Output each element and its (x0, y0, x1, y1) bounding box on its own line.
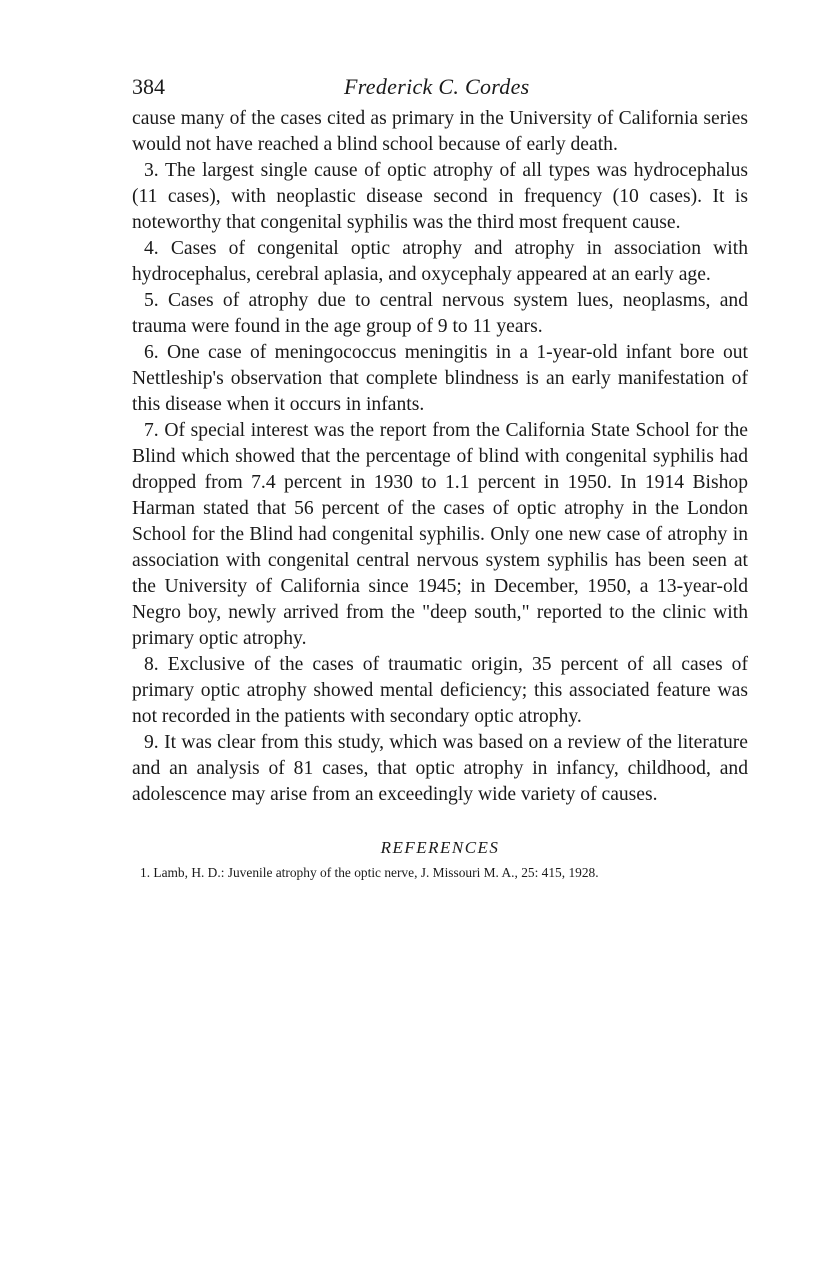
conclusion-item-4: 4. Cases of congenital optic atrophy and atrophy in association with hydrocephalus, cerebral aplasia, and oxycephaly appeared at an early age. (132, 238, 748, 285)
references-heading: REFERENCES (380, 838, 500, 857)
running-head (132, 68, 748, 106)
reference-entry: 1. Lamb, H. D.: Juvenile atrophy of the optic nerve, J. Missouri M. A., 25: 415, 1928. (140, 865, 599, 880)
reference-list (132, 864, 748, 882)
conclusion-item-7: 7. Of special interest was the report from the California State School for the Blind which showed that the percentage of blind with congenital syphilis had dropped from 7.4 percent in 1930 to 1.1 percent in 1950. In 1914 Bishop Harman stated that 56 percent of the cases of optic atrophy in the London School for the Blind had congenital syphilis. Only one new case of atrophy in association with congenital central nervous system syphilis has been seen at the University of California since 1945; in December, 1950, a 13-year-old Negro boy, newly arrived from the "deep south," reported to the clinic with primary optic atrophy. (132, 420, 748, 649)
conclusion-item-9: 9. It was clear from this study, which was based on a review of the literature and an analysis of 81 cases, that optic atrophy in infancy, childhood, and adolescence may arise from an exceedingly wide variety of causes. (132, 732, 748, 805)
conclusion-item-6: 6. One case of meningococcus meningitis in a 1-year-old infant bore out Nettleship's observation that complete blindness is an early manifestation of this disease when it occurs in infants. (132, 342, 748, 415)
conclusion-item-5: 5. Cases of atrophy due to central nervous system lues, neoplasms, and trauma were found in the age group of 9 to 11 years. (132, 290, 748, 337)
conclusion-item-3: 3. The largest single cause of optic atrophy of all types was hydrocephalus (11 cases), with neoplastic disease second in frequency (10 cases). It is noteworthy that congenital syphilis was the third most frequent cause. (132, 160, 748, 233)
conclusion-item-8: 8. Exclusive of the cases of traumatic origin, 35 percent of all cases of primary optic atrophy showed mental deficiency; this associated feature was not recorded in the patients with secondary optic atrophy. (132, 654, 748, 727)
page-number: 384 (132, 74, 165, 99)
running-title: Frederick C. Cordes (344, 74, 530, 99)
body-text (132, 106, 748, 808)
continuation-paragraph: cause many of the cases cited as primary in the University of California series would not have reached a blind school because of early death. (132, 108, 748, 155)
page (132, 68, 748, 882)
